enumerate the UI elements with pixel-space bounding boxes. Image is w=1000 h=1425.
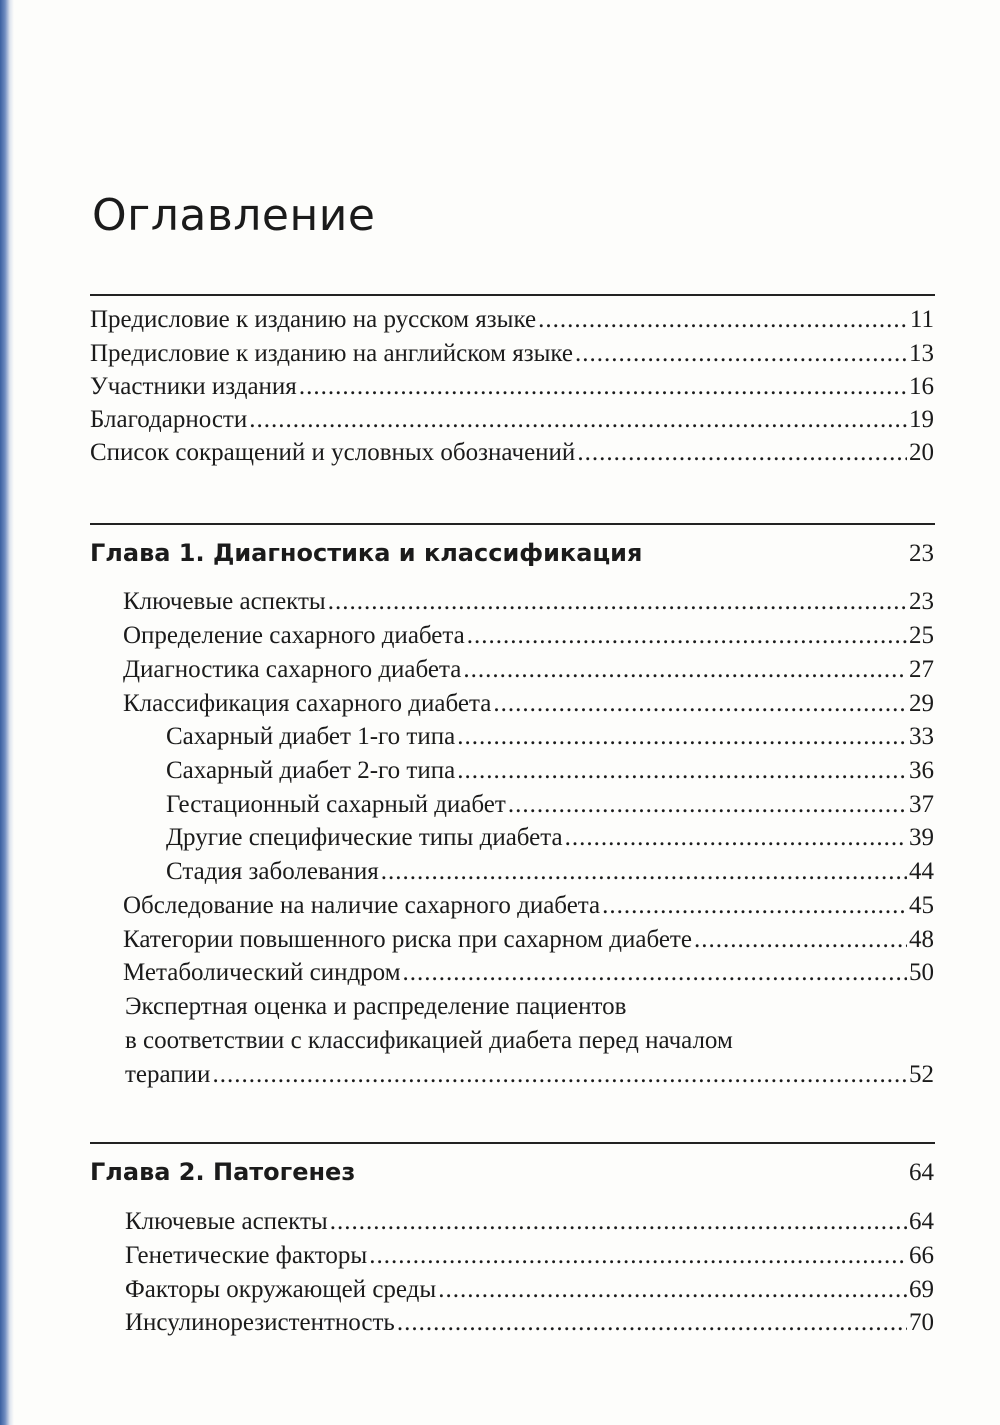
toc-entry-title: Классификация сахарного диабета [123, 690, 492, 717]
chapter-page: 64 [909, 1159, 934, 1186]
toc-entry[interactable] [123, 891, 934, 921]
toc-entry[interactable] [166, 790, 934, 820]
toc-entry[interactable] [90, 405, 934, 435]
toc-entry-title-line: в соответствии с классификацией диабета перед началом [125, 1027, 733, 1054]
toc-entry[interactable] [125, 1275, 934, 1305]
dot-leader [299, 372, 907, 402]
toc-entry-title: Участники издания [90, 373, 297, 400]
toc-entry-title: Сахарный диабет 1-го типа [166, 723, 456, 750]
toc-entry[interactable] [123, 958, 934, 988]
chapter-heading[interactable] [90, 537, 934, 569]
toc-entry-title: Факторы окружающей среды [125, 1276, 437, 1303]
dot-leader [457, 756, 907, 786]
chapter-page: 23 [909, 540, 934, 567]
toc-entry-title: Предисловие к изданию на русском языке [90, 306, 537, 333]
dot-leader [575, 339, 907, 369]
toc-entry[interactable] [90, 305, 934, 335]
toc-entry[interactable] [125, 1308, 934, 1338]
toc-entry[interactable] [123, 587, 934, 617]
divider [90, 1142, 935, 1144]
toc-entry-page: 44 [909, 858, 934, 885]
toc-entry-page: 69 [909, 1276, 934, 1303]
toc-entry-title: Категории повышенного риска при сахарном диабете [123, 926, 692, 953]
toc-entry[interactable] [90, 438, 934, 468]
dot-leader [212, 1058, 907, 1092]
page-edge [0, 0, 14, 1425]
toc-entry-last-line [125, 1058, 934, 1092]
page-title: Оглавление [92, 190, 376, 241]
toc-entry[interactable] [90, 339, 934, 369]
toc-entry-title: Благодарности [90, 406, 248, 433]
toc-entry-page: 66 [909, 1242, 934, 1269]
dot-leader [577, 438, 907, 468]
dot-leader [457, 722, 907, 752]
toc-entry[interactable] [123, 925, 934, 955]
toc-entry[interactable] [123, 621, 934, 651]
toc-entry-title: Генетические факторы [125, 1242, 368, 1269]
chapter-heading[interactable] [90, 1156, 934, 1188]
toc-entry[interactable] [166, 857, 934, 887]
chapter-title: Глава 2. Патогенез [90, 1158, 356, 1186]
toc-entry-title: Другие специфические типы диабета [166, 824, 563, 851]
toc-entry[interactable] [166, 722, 934, 752]
toc-entry-title: Ключевые аспекты [125, 1208, 328, 1235]
toc-entry-page: 19 [909, 406, 934, 433]
toc-entry-multiline[interactable] [125, 990, 934, 1092]
toc-entry[interactable] [123, 655, 934, 685]
dot-leader [403, 958, 907, 988]
toc-entry-page: 39 [909, 824, 934, 851]
dot-leader [328, 587, 907, 617]
toc-entry-title: Сахарный диабет 2-го типа [166, 757, 456, 784]
toc-entry-page: 29 [909, 690, 934, 717]
toc-entry-title: Гестационный сахарный диабет [166, 791, 506, 818]
toc-entry-title: Ключевые аспекты [123, 588, 326, 615]
dot-leader [467, 621, 907, 651]
toc-entry-page: 48 [909, 926, 934, 953]
toc-entry-title: Список сокращений и условных обозначений [90, 439, 576, 466]
toc-entry[interactable] [166, 756, 934, 786]
toc-entry-page: 23 [909, 588, 934, 615]
toc-entry-page: 37 [909, 791, 934, 818]
toc-entry-page: 33 [909, 723, 934, 750]
divider [90, 294, 935, 296]
divider [90, 523, 935, 525]
toc-entry-page: 50 [909, 959, 934, 986]
dot-leader [694, 925, 907, 955]
toc-entry-page: 20 [909, 439, 934, 466]
toc-entry-page: 52 [909, 1061, 934, 1088]
toc-entry-page: 45 [909, 892, 934, 919]
toc-entry-page: 16 [909, 373, 934, 400]
toc-entry-title: Предисловие к изданию на английском языке [90, 340, 573, 367]
toc-entry-page: 64 [909, 1208, 934, 1235]
dot-leader [369, 1241, 907, 1271]
toc-entry-page: 27 [909, 656, 934, 683]
dot-leader [249, 405, 907, 435]
toc-entry-page: 13 [909, 340, 934, 367]
dot-leader [330, 1207, 907, 1237]
dot-leader [397, 1308, 907, 1338]
toc-entry-page: 70 [909, 1309, 934, 1336]
toc-entry[interactable] [123, 689, 934, 719]
dot-leader [538, 305, 908, 335]
toc-entry[interactable] [125, 1207, 934, 1237]
toc-entry-title: Диагностика сахарного диабета [123, 656, 462, 683]
toc-entry-title: Стадия заболевания [166, 858, 379, 885]
toc-entry-page: 11 [909, 306, 934, 333]
dot-leader [381, 857, 907, 887]
dot-leader [508, 790, 907, 820]
toc-entry-title: Метаболический синдром [123, 959, 401, 986]
toc-entry-title: Обследование на наличие сахарного диабета [123, 892, 601, 919]
toc-entry-title-line: терапии [125, 1061, 211, 1088]
toc-entry-title: Определение сахарного диабета [123, 622, 465, 649]
dot-leader [565, 823, 907, 853]
toc-entry-page: 36 [909, 757, 934, 784]
toc-entry[interactable] [90, 372, 934, 402]
dot-leader [463, 655, 907, 685]
toc-entry-title: Инсулинорезистентность [125, 1309, 395, 1336]
toc-entry-title-line: Экспертная оценка и распределение пациентов [125, 993, 627, 1020]
chapter-title: Глава 1. Диагностика и классификация [90, 539, 643, 567]
dot-leader [493, 689, 907, 719]
toc-entry[interactable] [125, 1241, 934, 1271]
toc-entry-page: 25 [909, 622, 934, 649]
dot-leader [602, 891, 907, 921]
dot-leader [438, 1275, 907, 1305]
toc-entry[interactable] [166, 823, 934, 853]
